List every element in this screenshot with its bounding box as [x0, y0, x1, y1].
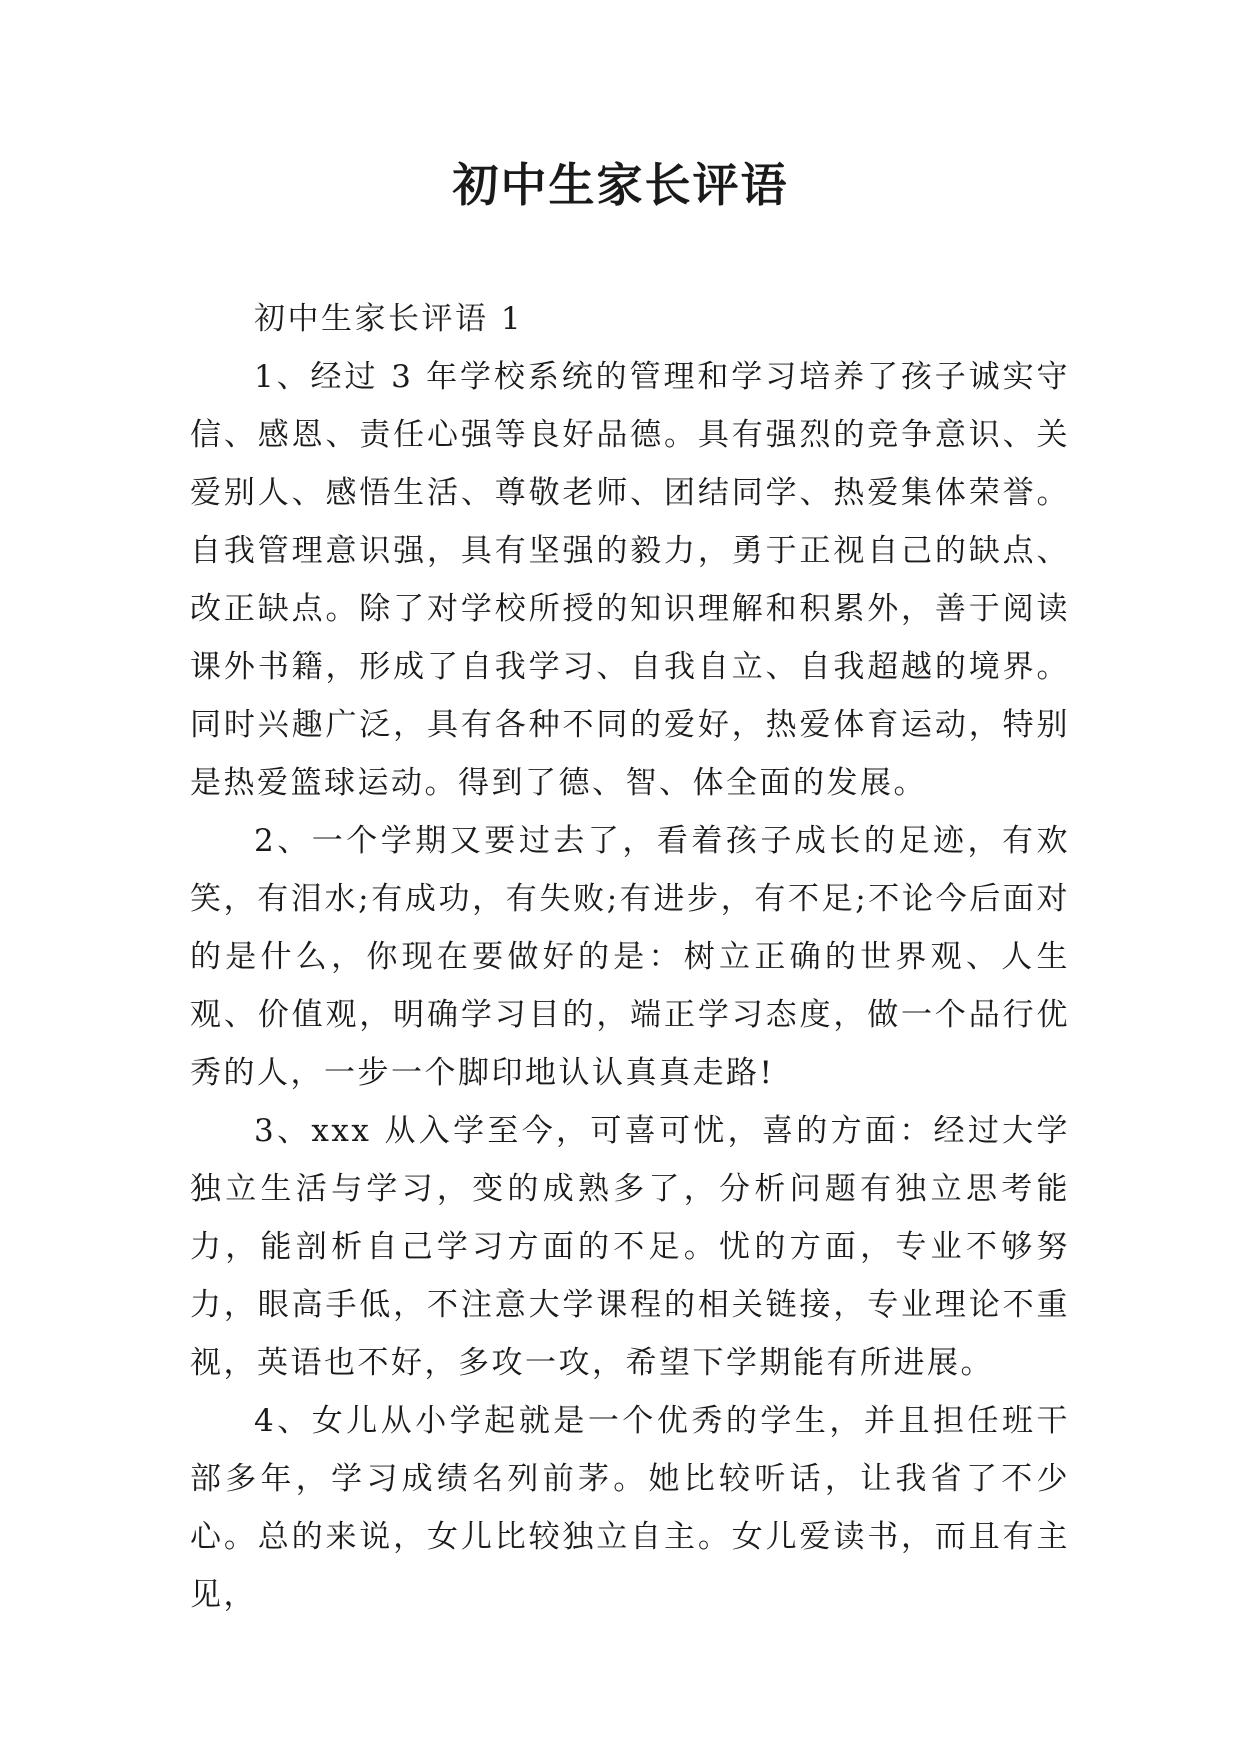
paragraph-2: 2、一个学期又要过去了，看着孩子成长的足迹，有欢笑，有泪水;有成功，有失败;有进步，有不足;不论今后面对的是什么，你现在要做好的是：树立正确的世界观、人生观、价值观，明确学习目的，端正学习态度，做一个品行优秀的人，一步一个脚印地认认真真走路! [190, 823, 1070, 1091]
paragraph-1: 1、经过 3 年学校系统的管理和学习培养了孩子诚实守信、感恩、责任心强等良好品德。具有强烈的竞争意识、关爱别人、感悟生活、尊敬老师、团结同学、热爱集体荣誉。自我管理意识强，具有坚强的毅力，勇于正视自己的缺点、改正缺点。除了对学校所授的知识理解和积累外，善于阅读课外书籍，形成了自我学习、自我自立、自我超越的境界。同时兴趣广泛，具有各种不同的爱好，热爱体育运动，特别是热爱篮球运动。得到了德、智、体全面的发展。 [190, 359, 1070, 801]
section-heading: 初中生家长评语 1 [254, 301, 524, 337]
document-body [190, 290, 1070, 1624]
paragraph-4: 4、女儿从小学起就是一个优秀的学生，并且担任班干部多年，学习成绩名列前茅。她比较听话，让我省了不少心。总的来说，女儿比较独立自主。女儿爱读书，而且有主见， [190, 1403, 1070, 1613]
document-title: 初中生家长评语 [452, 158, 789, 212]
paragraph-3: 3、xxx 从入学至今，可喜可忧，喜的方面：经过大学独立生活与学习，变的成熟多了，分析问题有独立思考能力，能剖析自己学习方面的不足。忧的方面，专业不够努力，眼高手低，不注意大学课程的相关链接，专业理论不重视，英语也不好，多攻一攻，希望下学期能有所进展。 [190, 1113, 1070, 1381]
